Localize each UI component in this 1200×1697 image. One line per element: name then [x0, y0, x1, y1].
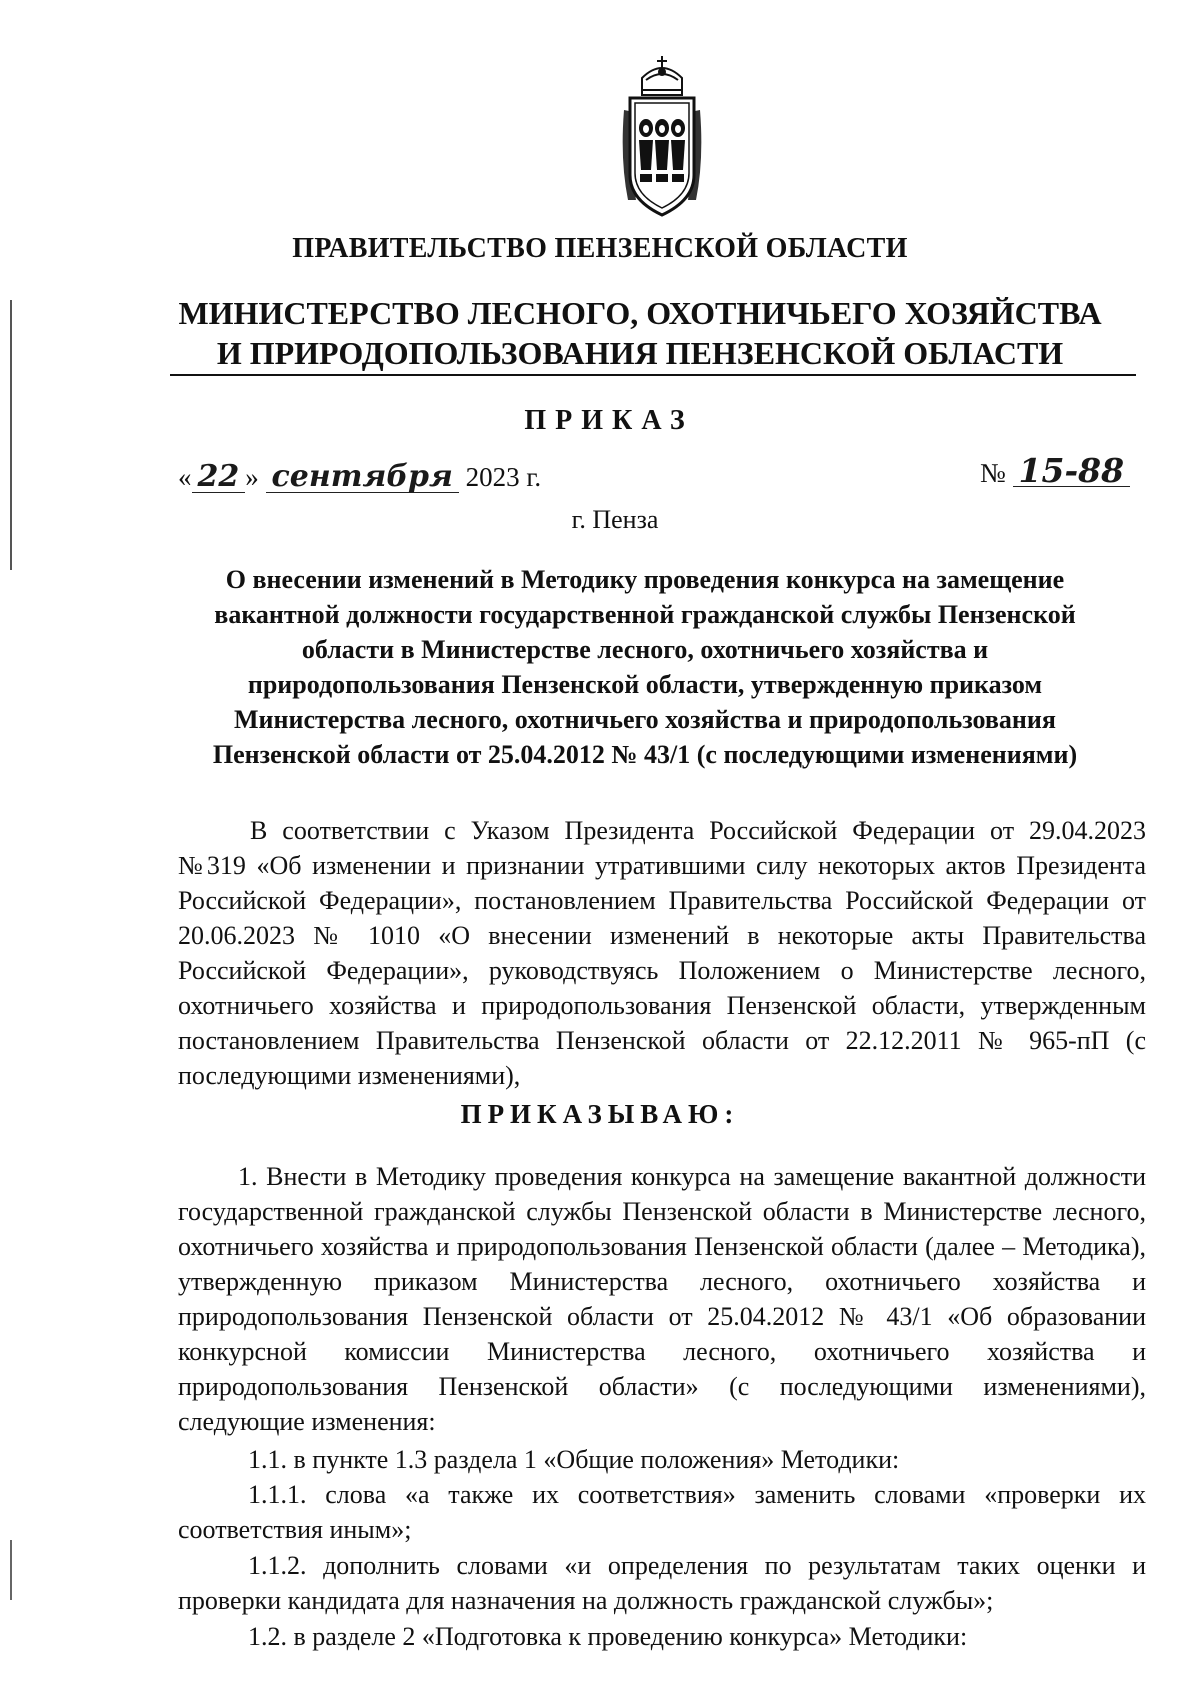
scan-edge-mark	[10, 1540, 12, 1600]
date-year: 2023 г.	[465, 462, 542, 492]
preamble-paragraph: В соответствии с Указом Президента Российской Федерации от 29.04.2023 №319 «Об изменении и признании утратившими силу некоторых актов Президента Российской Федерации», постановлением Правительства Российской Федерации от 20.06.2023 № 1010 «О внесении изменений в некоторые акты Правительства Российской Федерации», руководствуясь Положением о Министерстве лесного, охотничьего хозяйства и природопользования Пензенской области, утвержденным постановлением Правительства Пензенской области от 22.12.2011 № 965-пП (с последующими изменениями),	[178, 816, 1146, 1090]
order-city: г. Пенза	[571, 505, 659, 534]
order-item: 1.1.2. дополнить словами «и определения по результатам таких оценки и проверки кандидата для назначения на должность гражданской службы»;	[178, 1551, 1146, 1615]
date-month-handwritten: сентября	[266, 462, 459, 493]
order-date	[178, 459, 542, 494]
ministry-heading-line: МИНИСТЕРСТВО ЛЕСНОГО, ОХОТНИЧЬЕГО ХОЗЯЙСТВА	[178, 295, 1102, 331]
order-item: 1. Внести в Методику проведения конкурса на замещение вакантной должности государственной гражданской службы Пензенской области в Министерстве лесного, охотничьего хозяйства и природопользования Пензенской области (далее – Методика), утвержденную приказом Министерства лесного, охотничьего хозяйства и природопользования Пензенской области от 25.04.2012 № 43/1 «Об образовании конкурсной комиссии Министерства лесного, охотничьего хозяйства и природопользования Пензенской области» (с последующими изменениями), следующие изменения:	[178, 1162, 1146, 1436]
date-close-quote: »	[245, 462, 259, 492]
document-title: О внесении изменений в Методику проведения конкурса на замещение вакантной должности государственной гражданской службы Пензенской области в Министерстве лесного, охотничьего хозяйства и природопользования Пензенской области, утвержденную приказом Министерства лесного, охотничьего хозяйства и природопользования Пензенской области от 25.04.2012 № 43/1 (с последующими изменениями)	[212, 565, 1078, 769]
date-day-handwritten: 22	[192, 462, 246, 493]
order-directive-heading: ПРИКАЗЫВАЮ:	[460, 1099, 740, 1129]
government-heading: ПРАВИТЕЛЬСТВО ПЕНЗЕНСКОЙ ОБЛАСТИ	[292, 233, 908, 264]
coat-of-arms-icon	[612, 50, 712, 225]
header-divider	[170, 374, 1136, 376]
document-type-heading: ПРИКАЗ	[524, 405, 694, 436]
order-item: 1.2. в разделе 2 «Подготовка к проведению конкурса» Методики:	[248, 1622, 968, 1651]
date-open-quote: «	[178, 462, 192, 492]
order-item: 1.1. в пункте 1.3 раздела 1 «Общие положения» Методики:	[248, 1445, 900, 1474]
ministry-heading-line: И ПРИРОДОПОЛЬЗОВАНИЯ ПЕНЗЕНСКОЙ ОБЛАСТИ	[216, 335, 1064, 371]
order-number-handwritten: 15-88	[1013, 456, 1131, 487]
ministry-heading	[150, 293, 1130, 373]
order-number	[980, 451, 1130, 490]
order-item: 1.1.1. слова «а также их соответствия» заменить словами «проверки их соответствия иным»;	[178, 1480, 1146, 1544]
order-number-prefix: №	[980, 458, 1006, 488]
